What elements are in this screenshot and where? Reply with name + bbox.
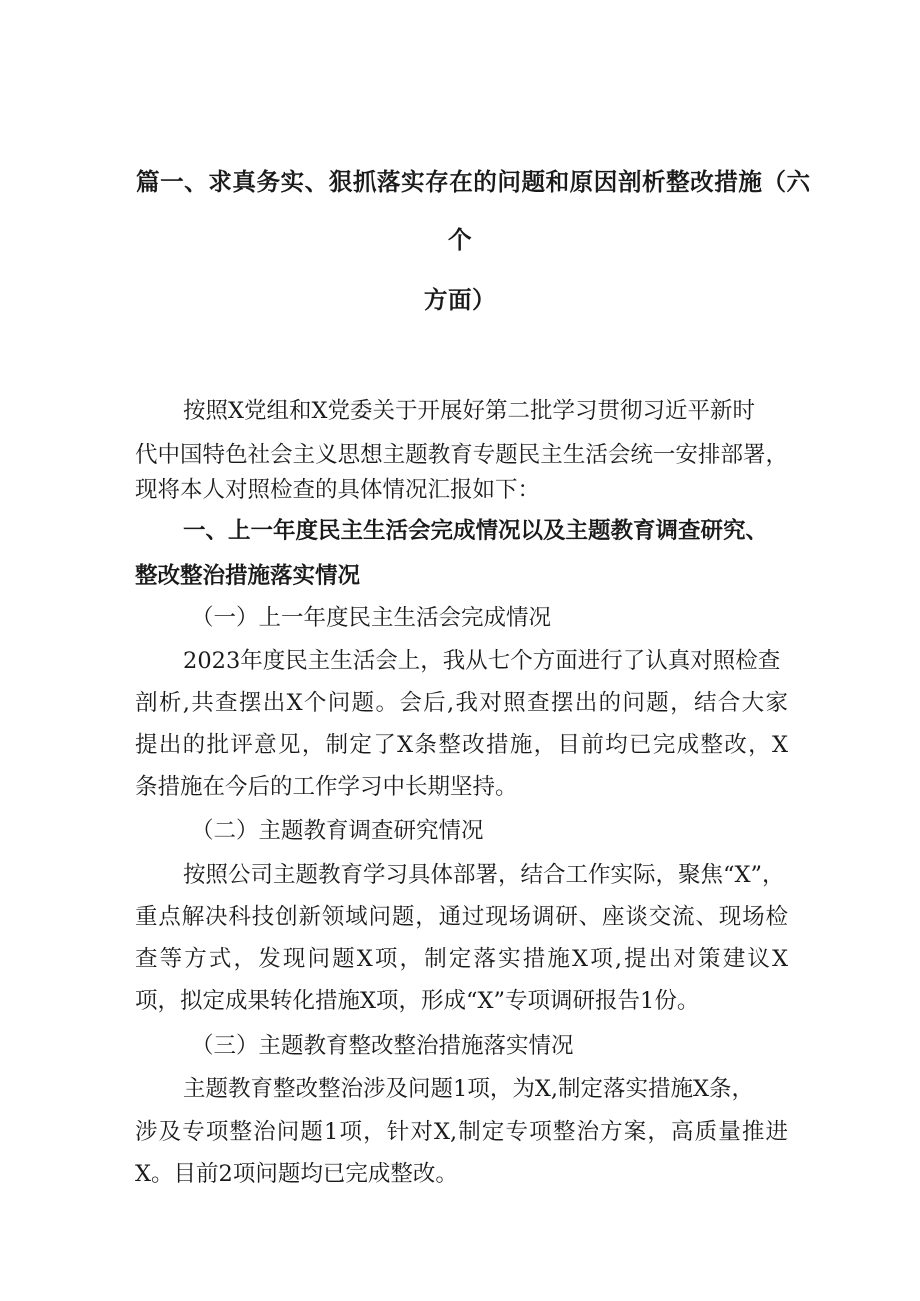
para2-line-1: 按照公司主题教育学习具体部署，结合工作实际，聚焦“X”， xyxy=(183,862,785,888)
section-heading-line-2: 整改整治措施落实情况 xyxy=(135,563,361,589)
section-heading-line-1: 一、上一年度民主生活会完成情况以及主题教育调查研究、 xyxy=(183,518,769,544)
intro-line-2: 代中国特色社会主义思想主题教育专题民主生活会统一安排部署， xyxy=(135,442,788,468)
para1-line-3: 提出的批评意见，制定了X条整改措施，目前均已完成整改，X xyxy=(135,732,788,758)
title-line-3: 方面） xyxy=(423,286,497,314)
title-line-1: 篇一、求真务实、狠抓落实存在的问题和原因剖析整改措施（六 xyxy=(136,168,811,196)
para2-line-3: 查等方式，发现问题X项，制定落实措施X项,提出对策建议X xyxy=(135,946,788,972)
intro-line-1: 按照X党组和X党委关于开展好第二批学习贯彻习近平新时 xyxy=(183,398,756,424)
intro-line-3: 现将本人对照检查的具体情况汇报如下： xyxy=(135,477,541,503)
para2-line-4: 项，拟定成果转化措施X项，形成“X”专项调研报告1份。 xyxy=(135,988,700,1014)
para3-line-2: 涉及专项整治问题1项，针对X,制定专项整治方案，高质量推进 xyxy=(135,1119,788,1145)
subsection-heading-3: （三）主题教育整改整治措施落实情况 xyxy=(191,1033,574,1059)
para1-line-2: 剖析,共查摆出X个问题。会后,我对照查摆出的问题，结合大家 xyxy=(135,690,788,716)
para1-line-1: 2023年度民主生活会上，我从七个方面进行了认真对照检查 xyxy=(183,648,781,674)
para2-line-2: 重点解决科技创新领域问题，通过现场调研、座谈交流、现场检 xyxy=(135,904,788,930)
subsection-heading-2: （二）主题教育调查研究情况 xyxy=(191,818,484,844)
title-line-2: 个 xyxy=(447,226,473,254)
para3-line-3: X。目前2项问题均已完成整改。 xyxy=(135,1161,458,1187)
para1-line-4: 条措施在今后的工作学习中长期坚持。 xyxy=(135,774,518,800)
subsection-heading-1: （一）上一年度民主生活会完成情况 xyxy=(191,605,552,631)
para3-line-1: 主题教育整改整治涉及问题1项，为X,制定落实措施X条， xyxy=(183,1076,755,1102)
